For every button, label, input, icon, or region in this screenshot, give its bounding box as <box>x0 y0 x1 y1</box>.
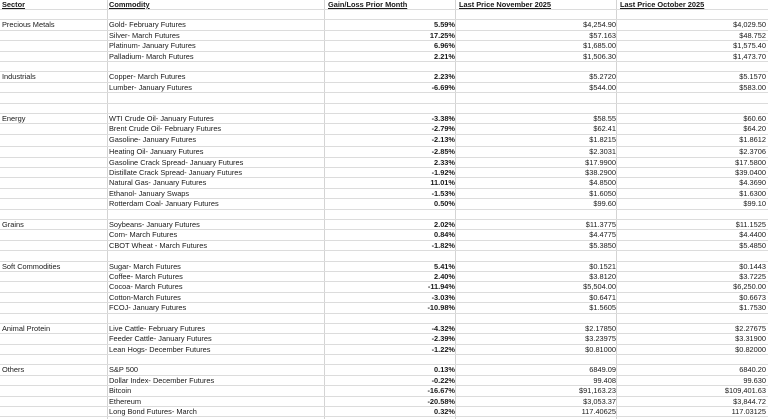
table-row <box>0 189 768 199</box>
table-row <box>0 114 768 124</box>
october-price-cell[interactable]: $1,575.40 <box>733 41 766 51</box>
october-price-cell[interactable]: $17.5800 <box>735 157 766 167</box>
sector-cell[interactable] <box>2 31 107 40</box>
gain-loss-cell[interactable]: -1.82% <box>431 240 455 250</box>
november-price-cell[interactable]: $17.9900 <box>585 157 616 167</box>
sector-cell[interactable]: Others <box>2 365 25 375</box>
gain-loss-cell[interactable]: 2.21% <box>434 51 455 61</box>
november-price-cell[interactable]: $1.5605 <box>589 303 616 313</box>
commodity-cell[interactable]: Coffee- March Futures <box>109 271 183 281</box>
blank-row <box>0 104 768 114</box>
october-price-cell[interactable]: 99.630 <box>743 375 766 385</box>
gain-loss-cell[interactable]: 2.33% <box>434 157 455 167</box>
commodity-cell[interactable]: S&P 500 <box>109 365 139 375</box>
october-price-cell[interactable]: $60.60 <box>743 113 766 123</box>
gain-loss-cell[interactable]: -10.98% <box>427 303 455 313</box>
table-row <box>0 83 768 93</box>
commodity-cell[interactable]: Dollar Index- December Futures <box>109 375 215 385</box>
table-row <box>0 199 768 209</box>
table-row <box>0 303 768 313</box>
october-price-cell[interactable]: $6,250.00 <box>733 282 766 292</box>
table-row <box>0 282 768 292</box>
table-row <box>0 345 768 355</box>
october-price-cell[interactable]: $3.31900 <box>735 334 766 344</box>
november-price-cell[interactable]: $544.00 <box>589 82 616 92</box>
gain-loss-cell[interactable]: -16.67% <box>427 386 455 396</box>
gain-loss-cell[interactable]: -2.79% <box>431 124 455 134</box>
table-row <box>0 272 768 282</box>
table-row <box>0 147 768 157</box>
october-price-cell[interactable]: $4,029.50 <box>733 20 766 30</box>
commodity-cell[interactable]: Ethereum <box>109 396 142 406</box>
sector-cell[interactable] <box>2 334 107 343</box>
sector-cell[interactable]: Industrials <box>2 72 36 82</box>
blank-row <box>0 355 768 365</box>
table-row <box>0 324 768 334</box>
november-price-cell[interactable]: $58.55 <box>593 113 616 123</box>
october-price-cell[interactable]: $99.10 <box>743 199 766 209</box>
table-row <box>0 135 768 148</box>
november-price-cell[interactable]: $11.3775 <box>585 220 616 230</box>
table-row <box>0 397 768 407</box>
table-row <box>0 41 768 51</box>
gain-loss-cell[interactable]: -0.22% <box>431 375 455 385</box>
november-price-cell[interactable]: $3,053.37 <box>583 396 616 406</box>
gain-loss-cell[interactable]: 2.40% <box>434 271 455 281</box>
october-price-cell[interactable]: $48.752 <box>739 30 766 40</box>
table-row <box>0 168 768 178</box>
commodity-cell[interactable]: Corn- March Futures <box>109 230 178 240</box>
gain-loss-cell[interactable]: 0.32% <box>434 407 455 417</box>
november-price-cell[interactable]: 99.408 <box>593 375 616 385</box>
sector-cell[interactable] <box>2 158 107 167</box>
november-price-cell[interactable]: $0.6471 <box>589 292 616 302</box>
blank-row <box>0 314 768 324</box>
october-price-cell[interactable]: $5.4850 <box>739 240 766 250</box>
november-price-cell[interactable]: $3.8120 <box>589 271 616 281</box>
november-price-cell[interactable]: $91,163.23 <box>579 386 616 396</box>
commodity-cell[interactable]: Lumber- January Futures <box>109 82 192 92</box>
table-row <box>0 230 768 240</box>
october-price-cell[interactable]: $109,401.63 <box>724 386 766 396</box>
sector-cell[interactable] <box>2 52 107 61</box>
table-row <box>0 386 768 396</box>
october-price-cell[interactable]: $0.6673 <box>739 292 766 302</box>
november-price-cell[interactable]: $0.81000 <box>585 344 616 354</box>
november-price-cell[interactable]: $62.41 <box>593 124 616 134</box>
commodity-cell[interactable]: Copper- March Futures <box>109 72 186 82</box>
gain-loss-cell[interactable]: -2.39% <box>431 334 455 344</box>
table-body <box>0 10 768 417</box>
commodity-cell[interactable]: Lean Hogs- December Futures <box>109 344 211 354</box>
header-gain-loss[interactable]: Gain/Loss Prior Month <box>328 0 408 9</box>
october-price-cell[interactable]: $3.7225 <box>739 271 766 281</box>
commodity-cell[interactable]: CBOT Wheat - March Futures <box>109 240 208 250</box>
november-price-cell[interactable]: $2.3031 <box>589 147 616 157</box>
sector-cell[interactable] <box>2 230 107 239</box>
sector-cell[interactable] <box>2 386 107 395</box>
gain-loss-cell[interactable]: 11.01% <box>430 178 455 188</box>
sector-cell[interactable]: Animal Protein <box>2 323 51 333</box>
sector-cell[interactable] <box>2 168 107 177</box>
gain-loss-cell[interactable]: 0.50% <box>434 199 455 209</box>
table-row <box>0 20 768 30</box>
commodity-cell[interactable]: Gasoline Crack Spread- January Futures <box>109 157 244 167</box>
commodity-cell[interactable]: Distillate Crack Spread- January Futures <box>109 168 243 178</box>
sector-cell[interactable] <box>2 272 107 281</box>
sector-cell[interactable] <box>2 83 107 92</box>
blank-row <box>0 62 768 72</box>
commodity-cell[interactable]: WTI Crude Oil- January Futures <box>109 113 214 123</box>
commodity-cell[interactable]: Heating Oil- January Futures <box>109 147 204 157</box>
table-row <box>0 220 768 230</box>
october-price-cell[interactable]: $1,473.70 <box>733 51 766 61</box>
october-price-cell[interactable]: $1.7530 <box>739 303 766 313</box>
table-row <box>0 72 768 82</box>
commodity-cell[interactable]: Silver- March Futures <box>109 30 180 40</box>
blank-row <box>0 93 768 103</box>
table-row <box>0 158 768 168</box>
commodity-cell[interactable]: Live Cattle- February Futures <box>109 323 206 333</box>
header-last-price-october[interactable]: Last Price October 2025 <box>620 0 705 9</box>
october-price-cell[interactable]: $64.20 <box>743 124 766 134</box>
gain-loss-cell[interactable]: 0.84% <box>434 230 455 240</box>
commodity-cell[interactable]: Rotterdam Coal- January Futures <box>109 199 219 209</box>
sector-cell[interactable] <box>2 303 107 312</box>
october-price-cell[interactable]: $11.1525 <box>735 220 766 230</box>
november-price-cell[interactable]: $1,685.00 <box>583 41 616 51</box>
sector-cell[interactable] <box>2 135 107 147</box>
commodity-cell[interactable]: Gasoline- January Futures <box>109 134 197 144</box>
table-row <box>0 124 768 134</box>
table-row <box>0 241 768 251</box>
table-row <box>0 262 768 272</box>
october-price-cell[interactable]: $5.1570 <box>739 72 766 82</box>
november-price-cell[interactable]: $1,506.30 <box>583 51 616 61</box>
november-price-cell[interactable]: $5.2720 <box>589 72 616 82</box>
sector-cell[interactable] <box>2 147 107 156</box>
november-price-cell[interactable]: $4.4775 <box>589 230 616 240</box>
november-price-cell[interactable]: 117.40625 <box>581 407 616 417</box>
november-price-cell[interactable]: $0.1521 <box>589 261 616 271</box>
october-price-cell[interactable]: $4.4400 <box>739 230 766 240</box>
gain-loss-cell[interactable]: -1.92% <box>431 168 455 178</box>
sector-cell[interactable] <box>2 241 107 250</box>
table-row <box>0 334 768 344</box>
table-row <box>0 376 768 386</box>
october-price-cell[interactable]: $2.27675 <box>735 323 766 333</box>
commodity-cell[interactable]: Palladium- March Futures <box>109 51 194 61</box>
november-price-cell[interactable]: 6849.09 <box>589 365 616 375</box>
november-price-cell[interactable]: $99.60 <box>593 199 616 209</box>
sector-cell[interactable]: Energy <box>2 113 26 123</box>
commodity-cell[interactable]: Cotton-March Futures <box>109 292 181 302</box>
commodity-cell[interactable]: Bitcoin <box>109 386 132 396</box>
table-row <box>0 52 768 62</box>
sector-cell[interactable]: Soft Commodities <box>2 261 61 271</box>
gain-loss-cell[interactable]: 5.41% <box>434 261 455 271</box>
commodity-cell[interactable]: Cocoa- March Futures <box>109 282 183 292</box>
gain-loss-cell[interactable]: 2.02% <box>434 220 455 230</box>
commodity-cell[interactable]: Platinum- January Futures <box>109 41 196 51</box>
october-price-cell[interactable]: $1.8612 <box>739 134 766 144</box>
gain-loss-cell[interactable]: 6.96% <box>434 41 455 51</box>
november-price-cell[interactable]: $1.6050 <box>589 188 616 198</box>
sector-cell[interactable]: Grains <box>2 220 24 230</box>
commodity-cell[interactable]: Brent Crude Oil- February Futures <box>109 124 222 134</box>
gain-loss-cell[interactable]: 2.23% <box>434 72 455 82</box>
commodity-cell[interactable]: Soybeans- January Futures <box>109 220 200 230</box>
commodity-cell[interactable]: Sugar- March Futures <box>109 261 181 271</box>
gain-loss-cell[interactable]: -6.69% <box>431 82 455 92</box>
november-price-cell[interactable]: $2.17850 <box>585 323 616 333</box>
table-row <box>0 293 768 303</box>
november-price-cell[interactable]: $3.23975 <box>585 334 616 344</box>
october-price-cell[interactable]: $1.6300 <box>739 188 766 198</box>
gain-loss-cell[interactable]: -3.03% <box>431 292 455 302</box>
sector-cell[interactable] <box>2 407 107 416</box>
header-row <box>0 0 768 10</box>
october-price-cell[interactable]: 117.03125 <box>731 407 766 417</box>
november-price-cell[interactable]: $38.2900 <box>585 168 616 178</box>
table-row <box>0 365 768 375</box>
blank-row <box>0 10 768 20</box>
november-price-cell[interactable]: $1.8215 <box>589 134 616 144</box>
november-price-cell[interactable]: $5,504.00 <box>583 282 616 292</box>
october-price-cell[interactable]: 6840.20 <box>739 365 766 375</box>
sector-cell[interactable] <box>2 41 107 50</box>
sector-cell[interactable]: Precious Metals <box>2 20 55 30</box>
blank-row <box>0 210 768 220</box>
october-price-cell[interactable]: $3,844.72 <box>733 396 766 406</box>
sector-cell[interactable] <box>2 282 107 291</box>
sector-cell[interactable] <box>2 189 107 198</box>
gain-loss-cell[interactable]: -2.13% <box>431 134 455 144</box>
commodity-cell[interactable]: Gold- February Futures <box>109 20 186 30</box>
gain-loss-cell[interactable]: -4.32% <box>431 323 455 333</box>
october-price-cell[interactable]: $39.0400 <box>735 168 766 178</box>
gain-loss-cell[interactable]: -3.38% <box>431 113 455 123</box>
november-price-cell[interactable]: $5.3850 <box>589 240 616 250</box>
table-row <box>0 407 768 417</box>
commodity-cell[interactable]: Long Bond Futures- March <box>109 407 197 417</box>
october-price-cell[interactable]: $4.3690 <box>739 178 766 188</box>
gain-loss-cell[interactable]: 17.25% <box>429 30 455 40</box>
blank-row <box>0 251 768 261</box>
gain-loss-cell[interactable]: -2.85% <box>431 147 455 157</box>
october-price-cell[interactable]: $2.3706 <box>739 147 766 157</box>
sector-cell[interactable] <box>2 345 107 354</box>
header-commodity[interactable]: Commodity <box>109 0 150 9</box>
commodity-cell[interactable]: FCOJ- January Futures <box>109 303 187 313</box>
november-price-cell[interactable]: $4,254.90 <box>583 20 616 30</box>
header-last-price-november[interactable]: Last Price November 2025 <box>459 0 552 9</box>
october-price-cell[interactable]: $0.1443 <box>739 261 766 271</box>
commodity-cell[interactable]: Natural Gas- January Futures <box>109 178 207 188</box>
gain-loss-cell[interactable]: -1.53% <box>431 188 455 198</box>
gain-loss-cell[interactable]: -11.94% <box>427 282 455 292</box>
gain-loss-cell[interactable]: -20.58% <box>427 396 455 406</box>
gain-loss-cell[interactable]: 5.59% <box>434 20 455 30</box>
october-price-cell[interactable]: $0.82000 <box>735 344 766 354</box>
commodity-cell[interactable]: Feeder Cattle- January Futures <box>109 334 212 344</box>
november-price-cell[interactable]: $4.8500 <box>589 178 616 188</box>
sector-cell[interactable] <box>2 178 107 187</box>
november-price-cell[interactable]: $57.163 <box>589 30 616 40</box>
header-sector[interactable]: Sector <box>2 0 26 9</box>
table-row <box>0 178 768 188</box>
sector-cell[interactable] <box>2 397 107 406</box>
sector-cell[interactable] <box>2 199 107 208</box>
sector-cell[interactable] <box>2 293 107 302</box>
sector-cell[interactable] <box>2 124 107 133</box>
october-price-cell[interactable]: $583.00 <box>739 82 766 92</box>
gain-loss-cell[interactable]: 0.13% <box>434 365 455 375</box>
sector-cell[interactable] <box>2 376 107 385</box>
commodity-cell[interactable]: Ethanol- January Swaps <box>109 188 190 198</box>
table-row <box>0 31 768 41</box>
gain-loss-cell[interactable]: -1.22% <box>431 344 455 354</box>
